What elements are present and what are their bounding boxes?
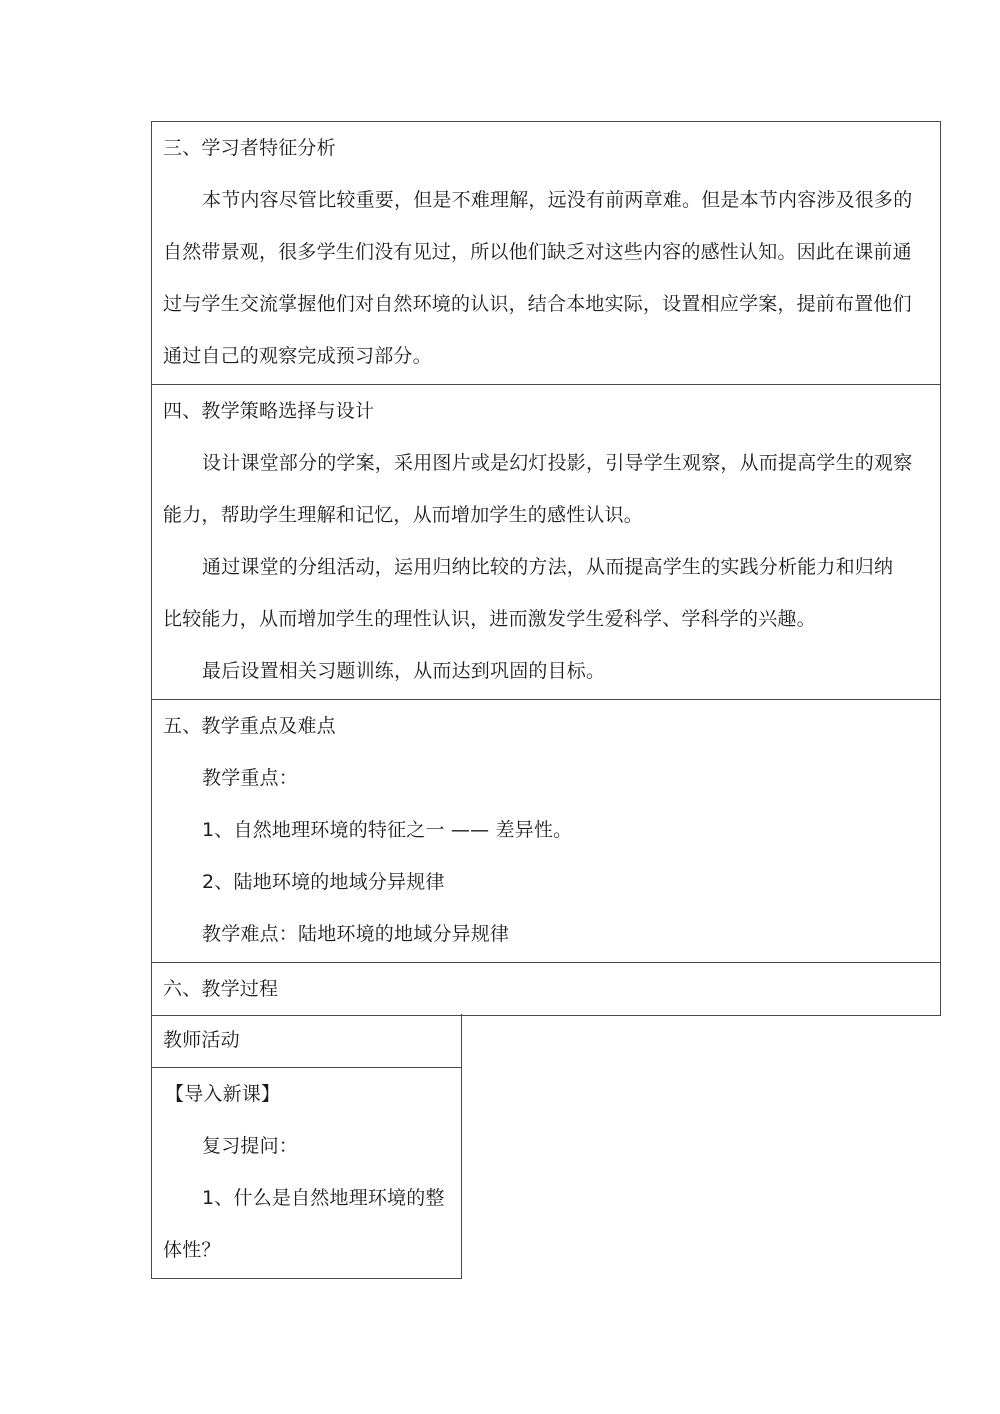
- activity-title: 【导入新课】: [165, 1083, 281, 1105]
- section-key-points: [152, 700, 940, 963]
- key-points-label: 教学重点：: [202, 767, 299, 789]
- activity-line: 体性？: [163, 1239, 221, 1261]
- key-point-item: 1、自然地理环境的特征之一 —— 差异性。: [202, 819, 573, 841]
- column-header-teacher-activity: 教师活动: [163, 1029, 240, 1051]
- key-point-item: 2、陆地环境的地域分异规律: [202, 871, 445, 893]
- paragraph-line: 通过课堂的分组活动，运用归纳比较的方法，从而提高学生的实践分析能力和归纳: [202, 556, 894, 578]
- paragraph-line: 能力，帮助学生理解和记忆，从而增加学生的感性认识。: [163, 504, 644, 526]
- teaching-process-table: [151, 1014, 462, 1279]
- paragraph-line: 本节内容尽管比较重要，但是不难理解，远没有前两章难。但是本节内容涉及很多的: [202, 189, 913, 211]
- activity-line: 复习提问：: [202, 1135, 299, 1157]
- paragraph-line: 最后设置相关习题训练，从而达到巩固的目标。: [202, 660, 606, 682]
- section-heading: 五、教学重点及难点: [163, 715, 336, 737]
- column-header-cell: [152, 1014, 461, 1068]
- section-teaching-process: [152, 963, 940, 1015]
- paragraph-line: 通过自己的观察完成预习部分。: [163, 345, 432, 367]
- section-learner-analysis: [152, 122, 940, 385]
- difficulty-line: 教学难点：陆地环境的地域分异规律: [202, 923, 510, 945]
- lesson-plan-table: [151, 121, 941, 1016]
- paragraph-line: 设计课堂部分的学案，采用图片或是幻灯投影，引导学生观察，从而提高学生的观察: [202, 452, 913, 474]
- section-heading: 四、教学策略选择与设计: [163, 400, 375, 422]
- paragraph-line: 过与学生交流掌握他们对自然环境的认识，结合本地实际，设置相应学案，提前布置他们: [163, 293, 912, 315]
- activity-line: 1、什么是自然地理环境的整: [202, 1187, 445, 1209]
- section-teaching-strategy: [152, 385, 940, 700]
- teacher-activity-cell: [152, 1068, 461, 1278]
- paragraph-line: 自然带景观，很多学生们没有见过，所以他们缺乏对这些内容的感性认知。因此在课前通: [163, 241, 912, 263]
- section-heading: 六、教学过程: [163, 978, 279, 1000]
- paragraph-line: 比较能力，从而增加学生的理性认识，进而激发学生爱科学、学科学的兴趣。: [163, 608, 816, 630]
- section-heading: 三、学习者特征分析: [163, 137, 336, 159]
